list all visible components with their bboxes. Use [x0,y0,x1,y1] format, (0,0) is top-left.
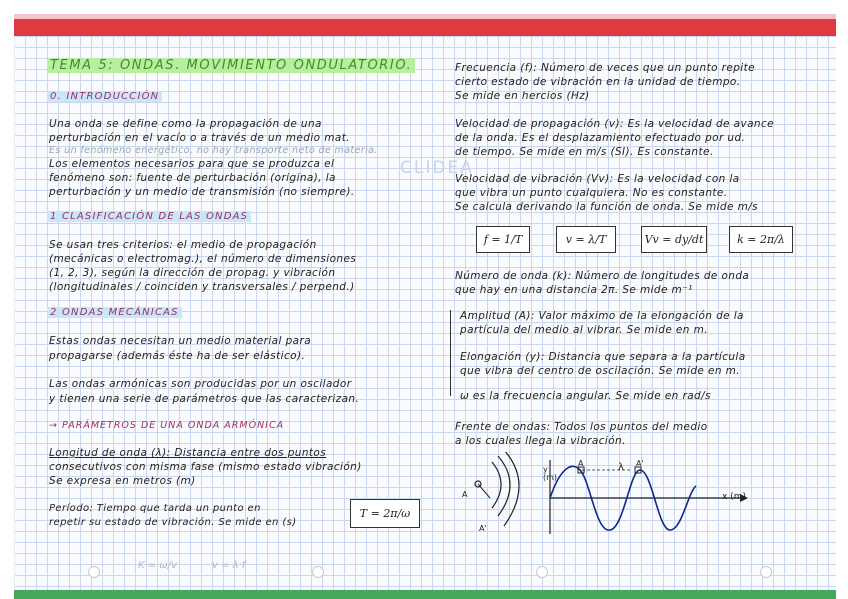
top-red-band [14,19,836,36]
clasif-line-4: (longitudinales / coinciden y transversales / perpend.) [49,281,355,293]
binder-hole [312,566,324,578]
formula-frequency: f = 1/T [476,226,530,253]
crest-label-a: A [578,459,584,468]
axis-y-label: y (m) [543,465,558,482]
params-heading: → PARÁMETROS DE UNA ONDA ARMÓNICA [49,420,285,431]
binder-hole [536,566,548,578]
mec-line-2: propagarse (además éste ha de ser elástico). [49,350,306,362]
intro-line-3: Es un fenómeno energético, no hay transporte neto de materia. [49,145,378,156]
section-introduccion: 0. INTRODUCCIÓN [47,91,162,102]
formula-wavenumber: k = 2π/λ [729,226,793,253]
wavelength-line-1 [49,447,326,459]
binder-hole [88,566,100,578]
page-title: TEMA 5: ONDAS. MOVIMIENTO ONDULATORIO. [47,58,415,73]
frequency-line-3: Se mide en hercios (Hz) [455,90,590,102]
axis-x-label: x (m) [722,492,746,502]
vib-speed-line-3: Se calcula derivando la función de onda. Se mide m/s [455,201,759,213]
intro-line-1: Una onda se define como la propagación de una [49,118,322,130]
wavelength-line-2: consecutivos con misma fase (mismo estado vibración) [49,461,362,473]
clasif-line-3: (1, 2, 3), según la dirección de propag. y vibración [49,267,336,279]
angular-frequency-line: ω es la frecuencia angular. Se mide en rad/s [460,390,711,402]
wavenumber-line-2: que hay en una distancia 2π. Se mide m⁻¹ [455,284,693,296]
frequency-line-2: cierto estado de vibración en la unidad de tiempo. [455,76,741,88]
formula-speed: v = λ/T [556,226,616,253]
elongation-line-2: que vibra del centro de oscilación. Se mide en m. [460,365,740,377]
amplitude-line-2: partícula del medio al vibrar. Se mide en m. [460,324,708,336]
formula-vib-speed: Vv = dy/dt [641,226,707,253]
wavenumber-line-1: Número de onda (k): Número de longitudes de onda [455,270,750,282]
section-clasificacion: 1 CLASIFICACIÓN DE LAS ONDAS [47,211,251,222]
lambda-label: λ [618,462,624,473]
watermark: CLIDEA [400,158,474,178]
wavelength-text: Longitud de onda (λ): Distancia entre dos puntos [49,447,327,459]
clasif-line-2: (mecánicas o electromag.), el número de dimensiones [49,253,357,265]
amplitude-line-1: Amplitud (A): Valor máximo de la elongación de la [460,310,744,322]
intro-line-6: perturbación y un medio de transmisión (no siempre). [49,186,355,198]
period-formula-box: T = 2π/ω [350,499,420,528]
wavelength-line-3: Se expresa en metros (m) [49,475,196,487]
binder-hole [760,566,772,578]
bracket-line [450,310,451,396]
vib-speed-line-2: que vibra un punto cualquiera. No es constante. [455,187,728,199]
mec-line-3: Las ondas armónicas son producidas por un oscilador [49,378,352,390]
prop-speed-line-1: Velocidad de propagación (v): Es la velocidad de avance [455,118,774,130]
crest-label-a-prime: A' [636,459,644,468]
prop-speed-line-2: de la onda. Es el desplazamiento efectuado por ud. [455,132,746,144]
wavefront-line-1: Frente de ondas: Todos los puntos del medio [455,421,708,433]
section-ondas-mecanicas: 2 ONDAS MECÁNICAS [47,307,182,318]
period-line-2: repetir su estado de vibración. Se mide en (s) [49,517,297,528]
footer-formula-2: v = λ·f [212,560,246,571]
mec-line-4: y tienen una serie de parámetros que las caracterizan. [49,393,360,405]
intro-line-2: perturbación en el vacío o a través de un medio mat. [49,132,350,144]
period-line-1: Período: Tiempo que tarda un punto en [49,503,261,514]
prop-speed-line-3: de tiempo. Se mide en m/s (SI). Es constante. [455,146,714,158]
clasif-line-1: Se usan tres criterios: el medio de propagación [49,239,317,251]
elongation-line-1: Elongación (y): Distancia que separa a la partícula [460,351,746,363]
mec-line-1: Estas ondas necesitan un medio material para [49,335,312,347]
intro-line-4: Los elementos necesarios para que se produzca el [49,158,335,170]
wavefront-label-a-prime: A' [479,524,487,533]
footer-formula-1: K = ω/v [138,560,177,571]
bottom-green-band [14,590,836,599]
wavefront-line-2: a los cuales llega la vibración. [455,435,626,447]
frequency-line-1: Frecuencia (f): Número de veces que un punto repite [455,62,755,74]
intro-line-5: fenómeno son: fuente de perturbación (origina), la [49,172,336,184]
vib-speed-line-1: Velocidad de vibración (Vv): Es la velocidad con la [455,173,740,185]
wavefront-label-a: A [462,490,468,499]
